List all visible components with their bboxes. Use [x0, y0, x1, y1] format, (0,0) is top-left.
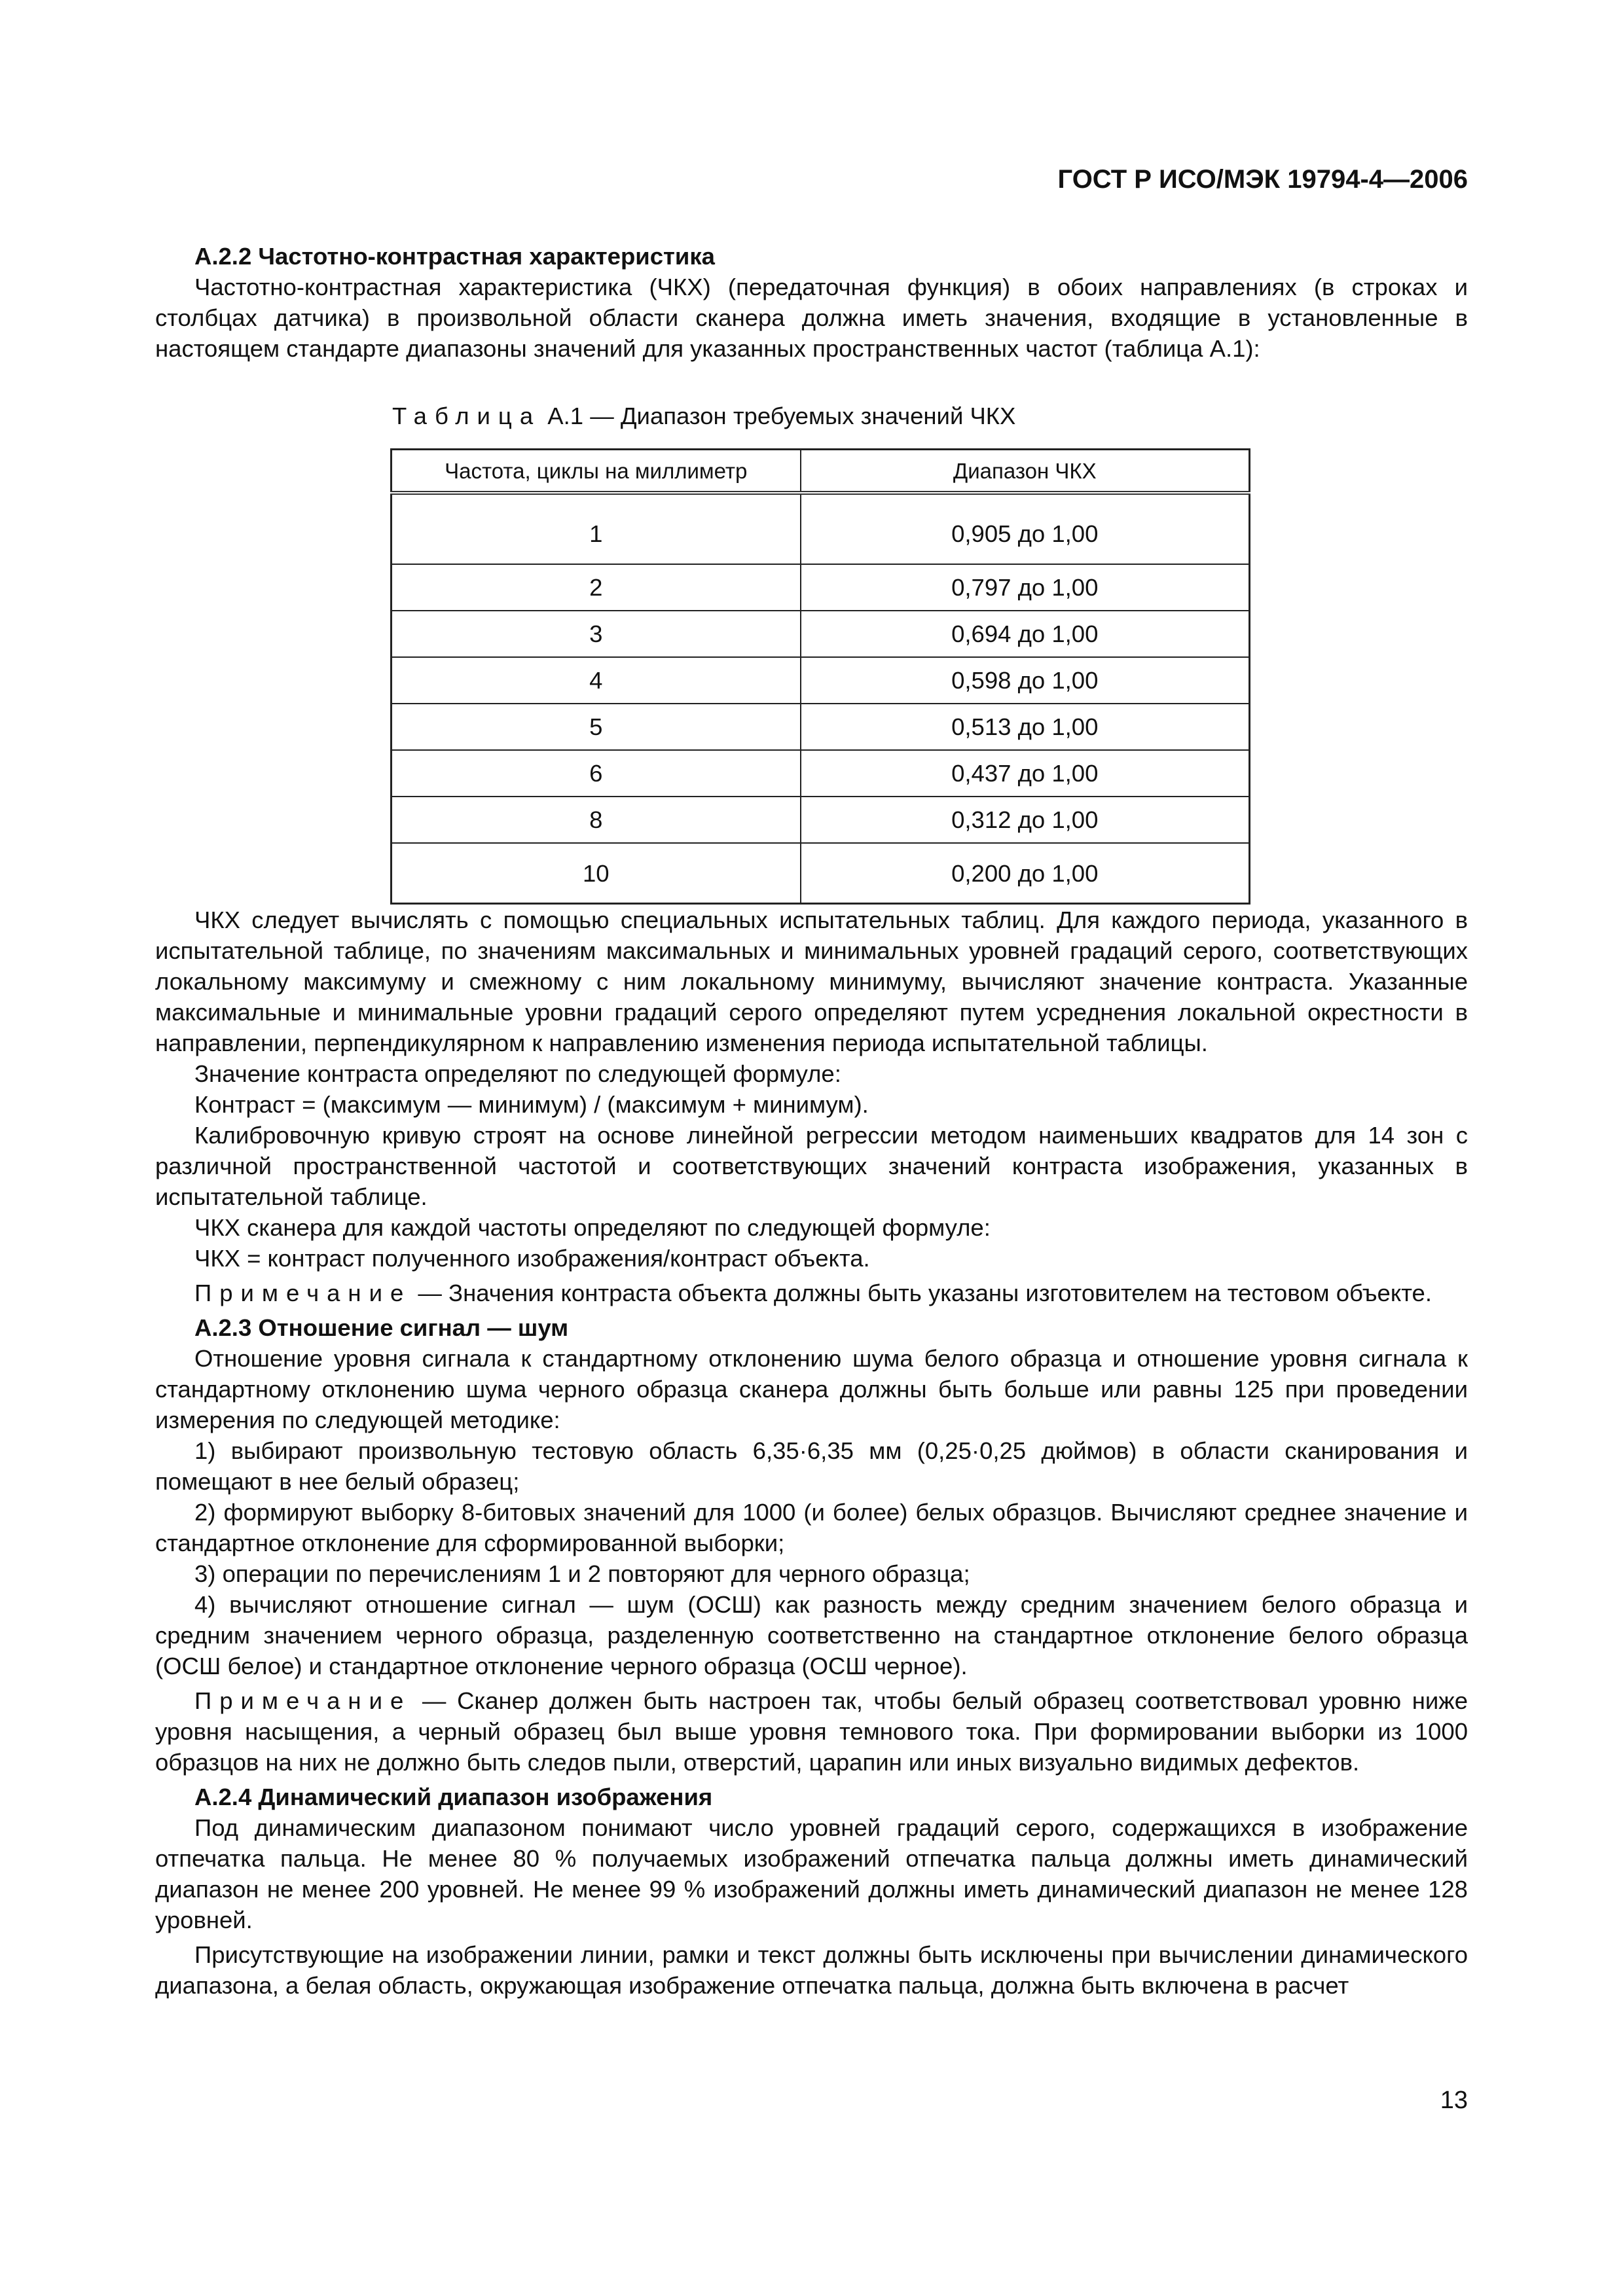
contrast-formula-intro: Значение контраста определяют по следующей формуле:: [194, 1060, 841, 1087]
note-text: — Сканер должен быть настроен так, чтобы белый образец соответствовал уровню ниже уровня насыщения, а черный образец был выше уровня темнового тока. При формировании выборки из 1000 образцов на них не должно быть следов пыли, отверстий, царапин или иных визуально видимых дефектов.: [155, 1687, 1468, 1776]
dynamic-range-paragraph-2: Присутствующие на изображении линии, рамки и текст должны быть исключены при вычислении динамического диапазона, а белая область, окружающая изображение отпечатка пальца, должна быть включена в расчет: [155, 1941, 1468, 1999]
mtf-formula: ЧКХ = контраст полученного изображения/контраст объекта.: [194, 1245, 870, 1272]
note-text: — Значения контраста объекта должны быть указаны изготовителем на тестовом объекте.: [411, 1280, 1432, 1306]
mtf-method-paragraph: ЧКХ следует вычислять с помощью специальных испытательных таблиц. Для каждого периода, указанного в испытательной таблице, по значениям максимальных и минимальных уровней градаций серого, соответствующих локальному максимуму и смежному с ним локальному минимуму, вычисляют значение контраста. Указанные максимальные и минимальные уровни градаций серого определяют путем усреднения локальной окрестности в направлении, перпендикулярном к направлению изменения периода испытательной таблицы.: [155, 906, 1468, 1056]
section-a23-note: [155, 1685, 1468, 1778]
section-a23-heading: А.2.3 Отношение сигнал — шум: [194, 1314, 569, 1341]
column-header-mtf-range: Диапазон ЧКХ: [953, 458, 1097, 483]
cell-frequency: 2: [392, 564, 801, 611]
column-header-frequency: Частота, циклы на миллиметр: [392, 450, 801, 493]
snr-step-3: 3) операции по перечислениям 1 и 2 повторяют для черного образца;: [194, 1560, 970, 1587]
cell-frequency: 6: [392, 750, 801, 797]
table-row: [392, 493, 1250, 564]
cell-mtf-range: 0,905 до 1,00: [801, 493, 1250, 564]
table-row: [392, 657, 1250, 704]
table-row: [392, 564, 1250, 611]
cell-frequency: 4: [392, 657, 801, 704]
mtf-range-table: [390, 448, 1250, 905]
note-label: Примечание: [194, 1280, 412, 1306]
page-number: 13: [1440, 2087, 1468, 2114]
snr-step-1: 1) выбирают произвольную тестовую область 6,35·6,35 мм (0,25·0,25 дюймов) в области сканирования и помещают в нее белый образец;: [155, 1437, 1468, 1495]
cell-mtf-range: 0,598 до 1,00: [801, 657, 1250, 704]
contrast-formula: Контраст = (максимум — минимум) / (максимум + минимум).: [194, 1091, 869, 1118]
cell-frequency: 8: [392, 797, 801, 843]
table-header-row: [392, 450, 1250, 493]
cell-frequency: 3: [392, 611, 801, 657]
table-row: [392, 750, 1250, 797]
page-content: [155, 241, 1468, 2001]
cell-mtf-range: 0,312 до 1,00: [801, 797, 1250, 843]
note-label: Примечание: [194, 1687, 412, 1714]
snr-intro: Отношение уровня сигнала к стандартному отклонению шума белого образца и отношение уровня сигнала к стандартному отклонению шума черного образца сканера должны быть больше или равны 125 при проведении измерения по следующей методике:: [155, 1345, 1468, 1433]
cell-frequency: 1: [392, 493, 801, 564]
table-row: [392, 843, 1250, 904]
section-a24-heading: А.2.4 Динамический диапазон изображения: [194, 1784, 713, 1810]
dynamic-range-paragraph-1: Под динамическим диапазоном понимают число уровней градаций серого, содержащихся в изображение отпечатка пальца. Не менее 80 % получаемых изображений отпечатка пальца должны иметь динамический диапазон не менее 200 уровней. Не менее 99 % изображений должны иметь динамический диапазон не менее 128 уровней.: [155, 1814, 1468, 1933]
calibration-curve-paragraph: Калибровочную кривую строят на основе линейной регрессии методом наименьших квадратов для 14 зон с различной пространственной частотой и соответствующих значений контраста изображения, указанных в испытательной таблице.: [155, 1122, 1468, 1210]
table-caption-text: А.1 — Диапазон требуемых значений ЧКХ: [541, 403, 1016, 429]
snr-step-4: 4) вычисляют отношение сигнал — шум (ОСШ) как разность между средним значением белого образца и средним значением черного образца, разделенную соответственно на стандартное отклонение белого образца (ОСШ белое) и стандартное отклонение черного образца (ОСШ черное).: [155, 1591, 1468, 1679]
table-caption: [392, 401, 1468, 431]
mtf-formula-intro: ЧКХ сканера для каждой частоты определяют по следующей формуле:: [194, 1214, 991, 1241]
cell-mtf-range: 0,694 до 1,00: [801, 611, 1250, 657]
snr-step-2: 2) формируют выборку 8-битовых значений для 1000 (и более) белых образцов. Вычисляют среднее значение и стандартное отклонение для сформированной выборки;: [155, 1499, 1468, 1556]
cell-mtf-range: 0,797 до 1,00: [801, 564, 1250, 611]
cell-frequency: 5: [392, 704, 801, 750]
section-a22-note: [155, 1278, 1468, 1308]
document-header-standard: ГОСТ Р ИСО/МЭК 19794-4—2006: [1057, 165, 1468, 194]
cell-frequency: 10: [392, 843, 801, 904]
cell-mtf-range: 0,200 до 1,00: [951, 859, 1099, 887]
table-row: [392, 611, 1250, 657]
table-row: [392, 704, 1250, 750]
table-row: [392, 797, 1250, 843]
cell-mtf-range: 0,513 до 1,00: [801, 704, 1250, 750]
table-caption-word: Таблица: [392, 403, 541, 429]
section-a22-heading: А.2.2 Частотно-контрастная характеристика: [194, 243, 715, 270]
section-a22-intro: Частотно-контрастная характеристика (ЧКХ) (передаточная функция) в обоих направлениях (в строках и столбцах датчика) в произвольной области сканера должна иметь значения, входящие в установленные в настоящем стандарте диапазоны значений для указанных пространственных частот (таблица А.1):: [155, 274, 1468, 362]
cell-mtf-range: 0,437 до 1,00: [801, 750, 1250, 797]
